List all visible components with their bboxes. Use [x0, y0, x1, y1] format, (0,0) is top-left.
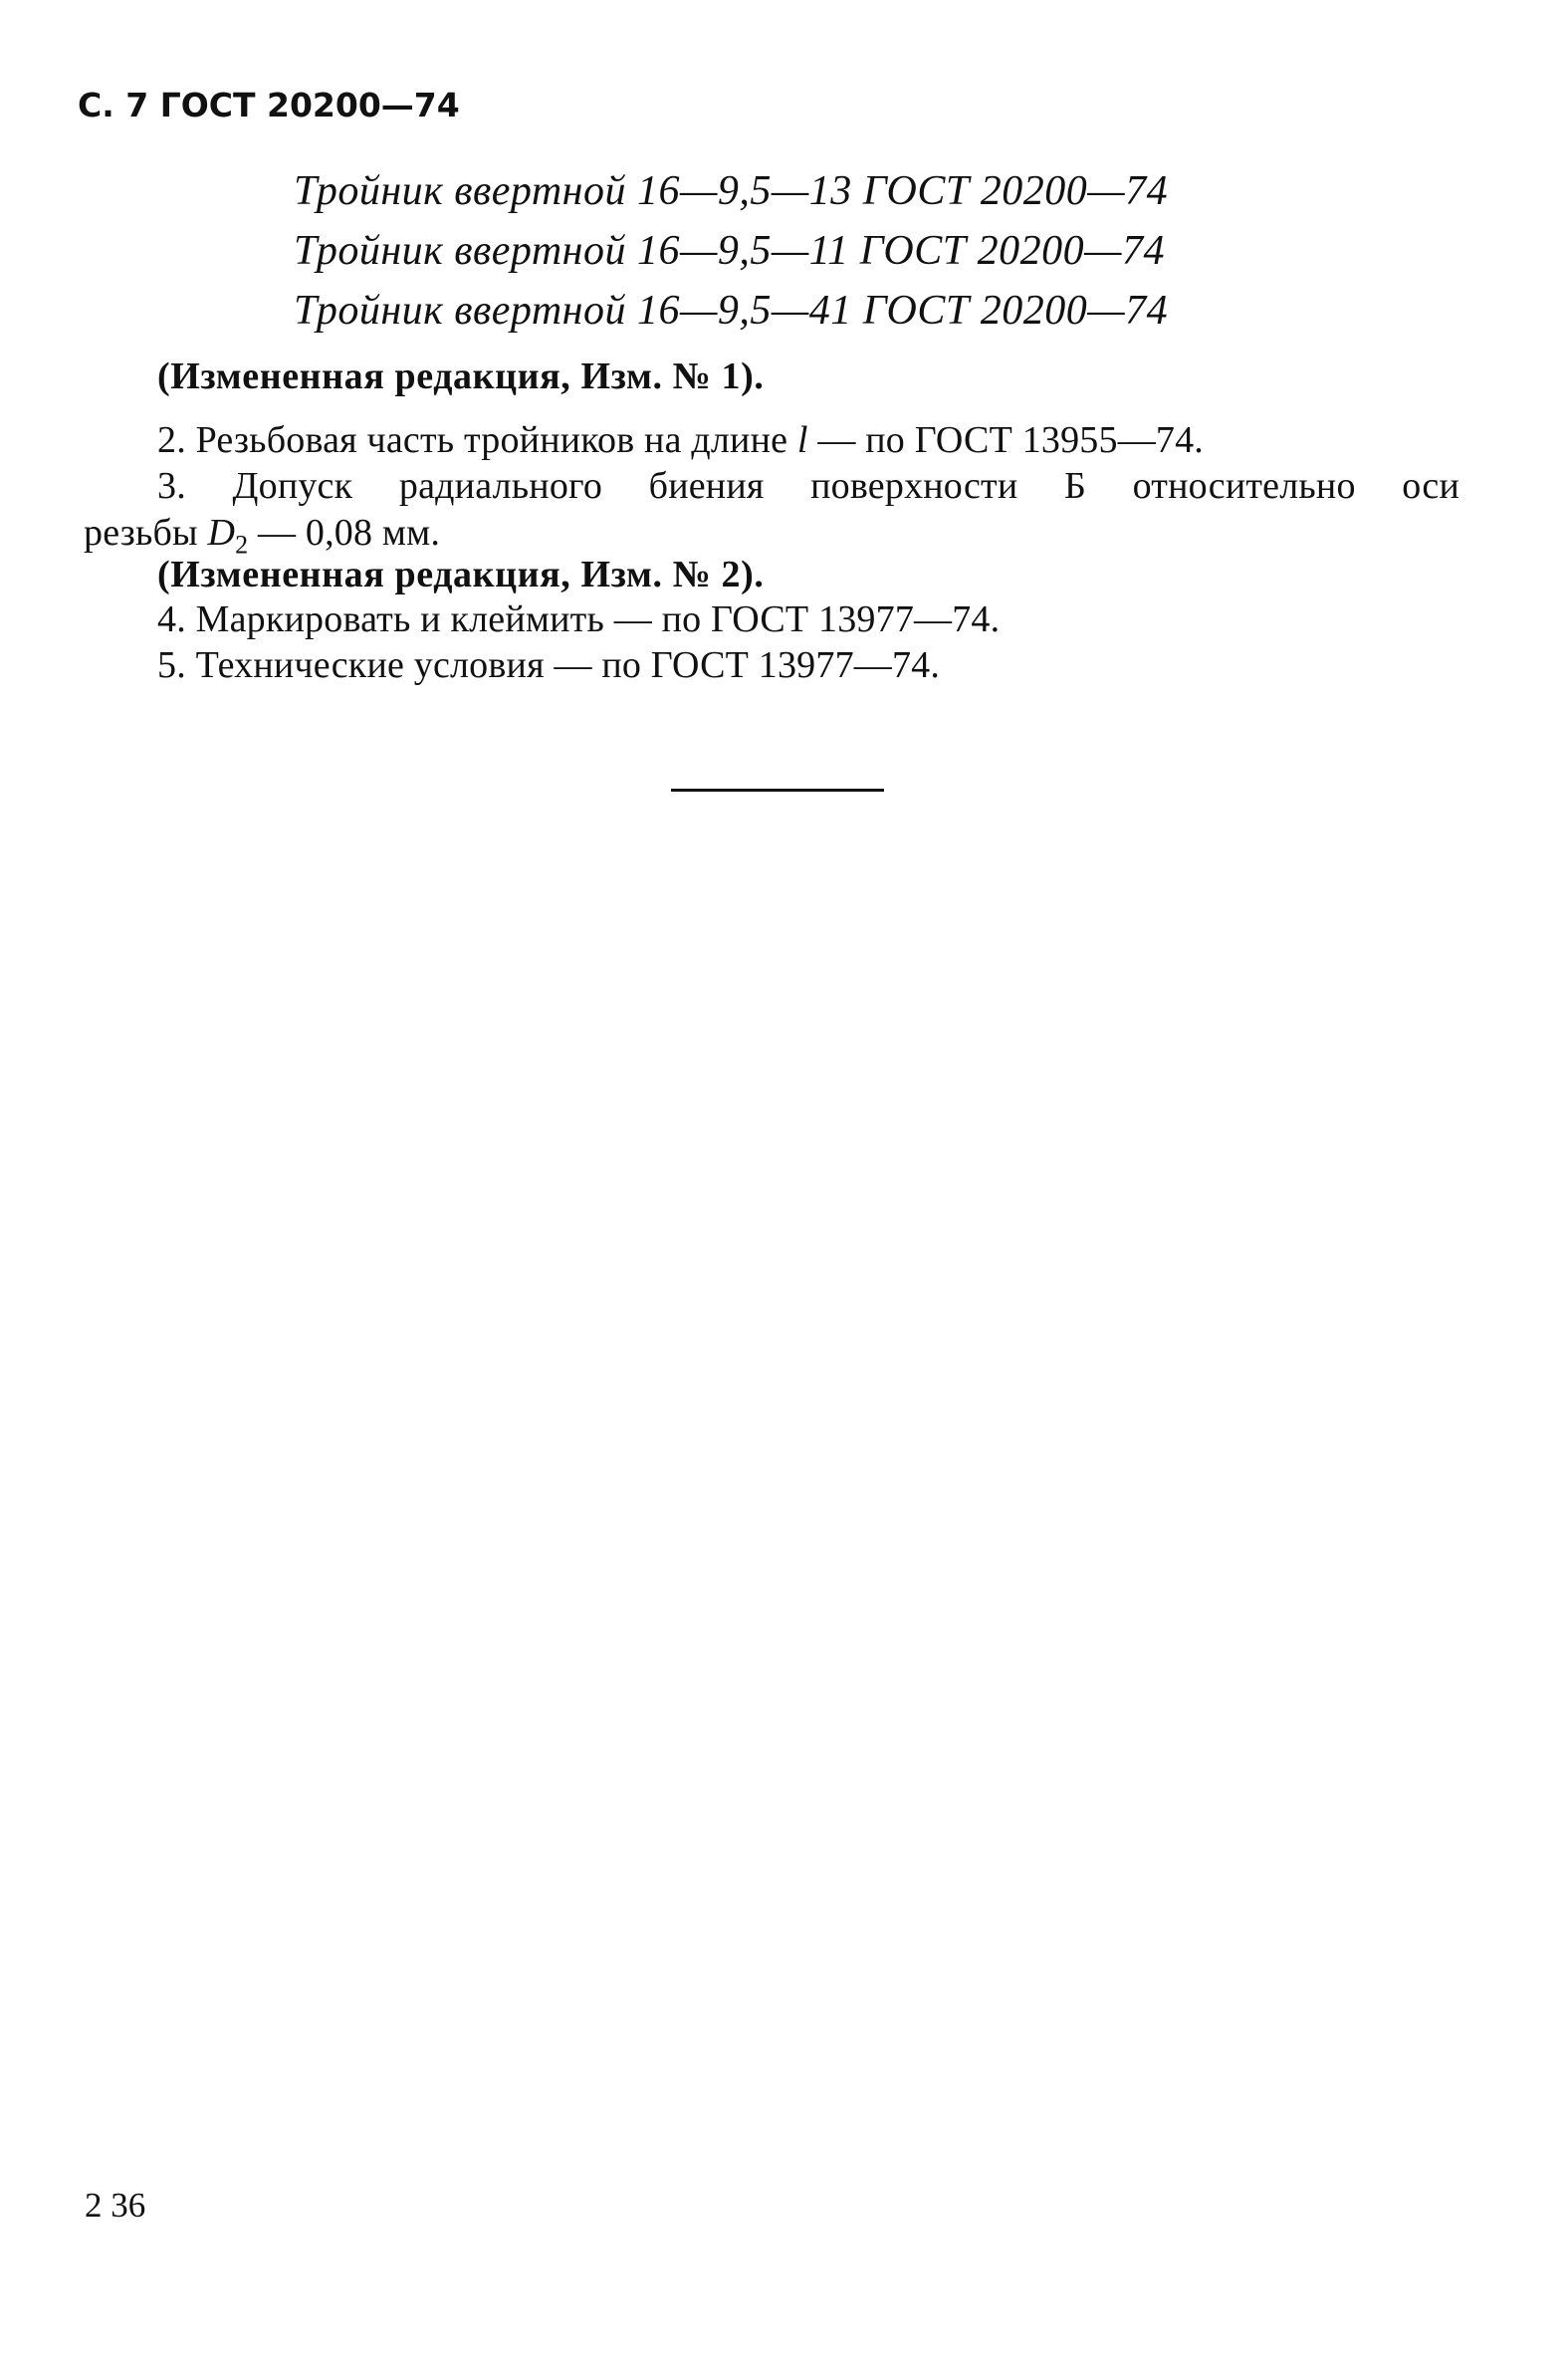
page-number: 2 36	[85, 2186, 146, 2225]
diameter-subscript: 2	[235, 530, 249, 560]
paragraph-5: 5. Технические условия — по ГОСТ 13977—74.	[157, 644, 941, 686]
length-symbol: l	[796, 419, 808, 461]
paragraph-3-text-before: резьбы	[84, 512, 208, 554]
paragraph-3-text-after: — 0,08 мм.	[248, 512, 441, 554]
amendment-note-1: (Измененная редакция, Изм. № 1).	[157, 355, 765, 397]
amendment-note-2: (Измененная редакция, Изм. № 2).	[157, 554, 765, 595]
designation-line-1: Тройник ввертной 16—9,5—13 ГОСТ 20200—74	[294, 168, 1169, 214]
diameter-symbol: D	[207, 512, 236, 554]
paragraph-2-text-after: — по ГОСТ 13955—74.	[807, 419, 1204, 461]
paragraph-2	[157, 418, 1204, 462]
designation-line-2: Тройник ввертной 16—9,5—11 ГОСТ 20200—74	[294, 228, 1165, 274]
paragraph-4: 4. Маркировать и клеймить — по ГОСТ 13977—74.	[157, 598, 1001, 640]
section-divider	[671, 789, 884, 792]
paragraph-2-text-before: 2. Резьбовая часть тройников на длине	[157, 419, 797, 461]
designation-line-3: Тройник ввертной 16—9,5—41 ГОСТ 20200—74	[294, 288, 1169, 334]
page-header: С. 7 ГОСТ 20200—74	[78, 86, 460, 124]
paragraph-3-line-1: 3. Допуск радиального биения поверхности Б относительно оси	[157, 465, 1459, 507]
